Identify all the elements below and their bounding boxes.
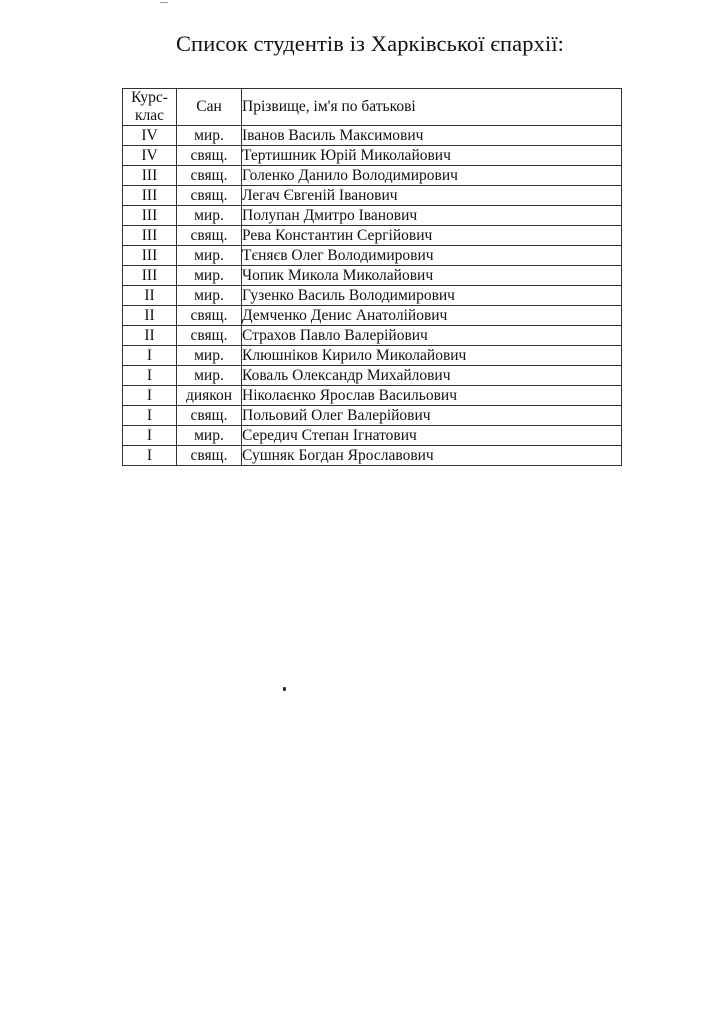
course-cell: I: [123, 366, 177, 386]
course-cell: IV: [123, 146, 177, 166]
course-cell: III: [123, 266, 177, 286]
rank-cell: свящ.: [177, 326, 242, 346]
name-cell: Полупан Дмитро Іванович: [242, 206, 622, 226]
course-cell: III: [123, 206, 177, 226]
table-body: [123, 126, 622, 466]
table-row: [123, 186, 622, 206]
rank-cell: свящ.: [177, 186, 242, 206]
rank-cell: свящ.: [177, 446, 242, 466]
table-row: [123, 426, 622, 446]
course-cell: I: [123, 426, 177, 446]
rank-cell: свящ.: [177, 226, 242, 246]
table-row: [123, 346, 622, 366]
name-cell: Польовий Олег Валерійович: [242, 406, 622, 426]
name-cell: Сушняк Богдан Ярославович: [242, 446, 622, 466]
column-header-rank: Сан: [177, 89, 242, 126]
course-cell: I: [123, 446, 177, 466]
name-cell: Середич Степан Ігнатович: [242, 426, 622, 446]
table-row: [123, 406, 622, 426]
name-cell: Страхов Павло Валерійович: [242, 326, 622, 346]
course-cell: III: [123, 226, 177, 246]
course-cell: III: [123, 166, 177, 186]
column-header-name: Прізвище, ім'я по батькові: [242, 89, 622, 126]
table-row: [123, 386, 622, 406]
rank-cell: свящ.: [177, 166, 242, 186]
name-cell: Ніколаєнко Ярослав Васильович: [242, 386, 622, 406]
table-row: [123, 146, 622, 166]
scan-mark: [160, 2, 168, 3]
column-header-course-line2: клас: [134, 107, 165, 124]
table-row: [123, 126, 622, 146]
course-cell: I: [123, 346, 177, 366]
rank-cell: свящ.: [177, 306, 242, 326]
name-cell: Клюшніков Кирило Миколайович: [242, 346, 622, 366]
name-cell: Легач Євгеній Іванович: [242, 186, 622, 206]
rank-cell: свящ.: [177, 406, 242, 426]
name-cell: Демченко Денис Анатолійович: [242, 306, 622, 326]
rank-cell: мир.: [177, 126, 242, 146]
name-cell: Гузенко Василь Володимирович: [242, 286, 622, 306]
table-row: [123, 266, 622, 286]
table-row: [123, 246, 622, 266]
course-cell: III: [123, 186, 177, 206]
name-cell: Іванов Василь Максимович: [242, 126, 622, 146]
student-table: [122, 88, 622, 466]
rank-cell: мир.: [177, 246, 242, 266]
page-title: Список студентів із Харківської єпархії:: [175, 31, 565, 56]
course-cell: I: [123, 386, 177, 406]
name-cell: Рева Константин Сергійович: [242, 226, 622, 246]
scan-speck: [283, 687, 286, 691]
rank-cell: диякон: [177, 386, 242, 406]
course-cell: IV: [123, 126, 177, 146]
course-cell: I: [123, 406, 177, 426]
column-header-course: [123, 89, 177, 126]
course-cell: III: [123, 246, 177, 266]
rank-cell: мир.: [177, 346, 242, 366]
name-cell: Тєняєв Олег Володимирович: [242, 246, 622, 266]
name-cell: Голенко Данило Володимирович: [242, 166, 622, 186]
table-row: [123, 286, 622, 306]
course-cell: II: [123, 326, 177, 346]
rank-cell: мир.: [177, 286, 242, 306]
rank-cell: мир.: [177, 266, 242, 286]
rank-cell: мир.: [177, 426, 242, 446]
table-row: [123, 326, 622, 346]
table-row: [123, 226, 622, 246]
course-cell: II: [123, 286, 177, 306]
table-row: [123, 446, 622, 466]
table-row: [123, 206, 622, 226]
course-cell: II: [123, 306, 177, 326]
name-cell: Чопик Микола Миколайович: [242, 266, 622, 286]
table-row: [123, 306, 622, 326]
rank-cell: мир.: [177, 366, 242, 386]
table-header-row: [123, 89, 622, 126]
rank-cell: свящ.: [177, 146, 242, 166]
column-header-course-line1: Курс-: [131, 89, 168, 106]
table-row: [123, 166, 622, 186]
name-cell: Тертишник Юрій Миколайович: [242, 146, 622, 166]
name-cell: Коваль Олександр Михайлович: [242, 366, 622, 386]
rank-cell: мир.: [177, 206, 242, 226]
table-row: [123, 366, 622, 386]
